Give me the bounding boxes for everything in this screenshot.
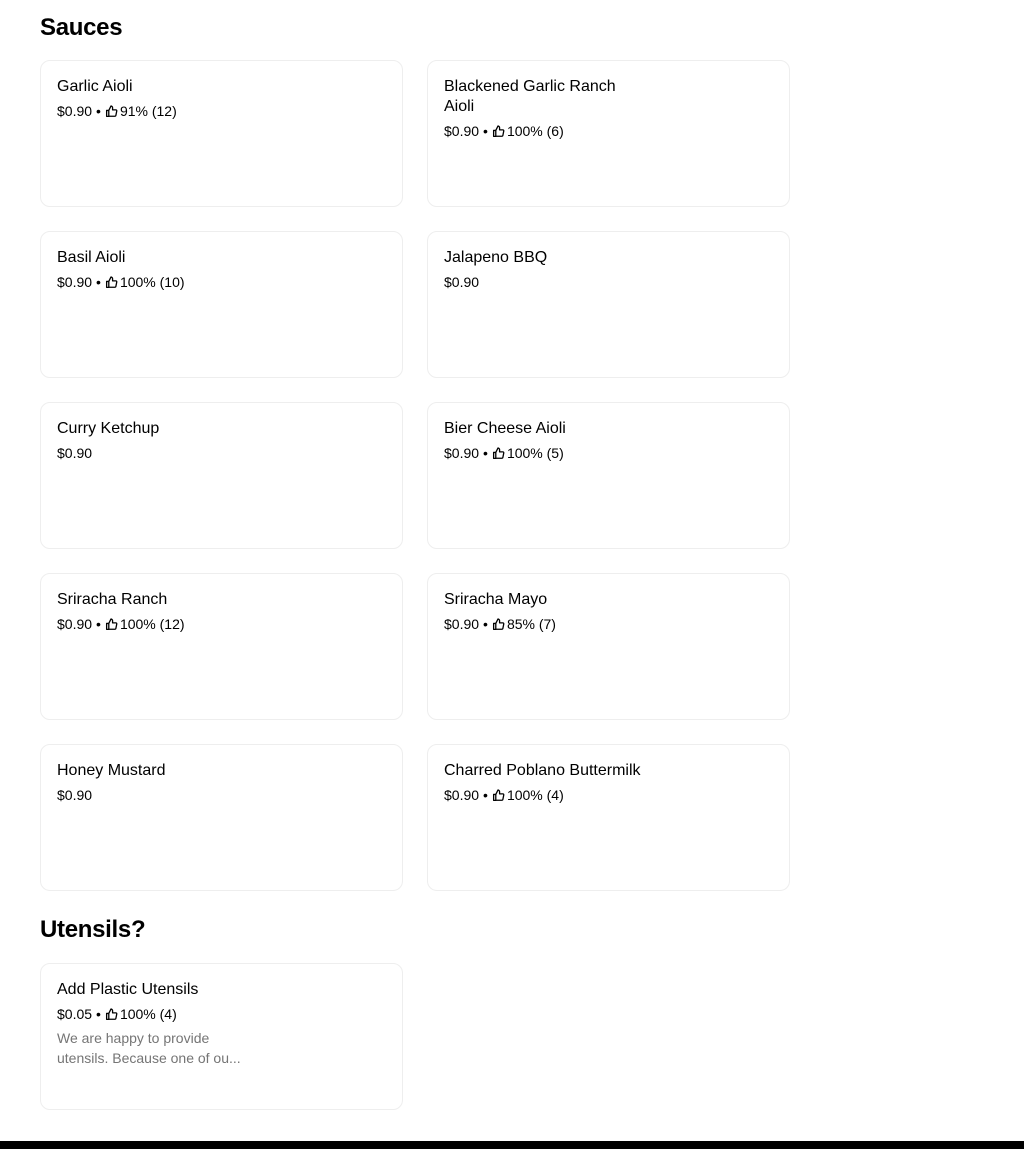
item-meta	[57, 614, 386, 634]
menu-item-card[interactable]	[40, 402, 403, 549]
item-rating: 100% (6)	[506, 123, 564, 139]
item-price: $0.90	[57, 787, 93, 803]
item-meta	[444, 785, 773, 805]
menu-item-card[interactable]	[427, 744, 790, 891]
item-meta	[57, 272, 386, 292]
item-name: Honey Mustard	[57, 762, 166, 779]
item-price: $0.90	[444, 274, 480, 290]
utensils-grid	[40, 963, 790, 1110]
item-name: Curry Ketchup	[57, 420, 160, 437]
footer-bar	[0, 1141, 1024, 1149]
thumbs-up-icon	[105, 276, 118, 289]
thumbs-up-icon	[105, 105, 118, 118]
menu-item-card[interactable]	[40, 963, 403, 1110]
item-rating: 85% (7)	[506, 616, 556, 632]
menu-item-card[interactable]	[427, 402, 790, 549]
item-price: $0.90	[444, 616, 480, 632]
item-rating: 100% (4)	[506, 787, 564, 803]
menu-item-card[interactable]	[40, 231, 403, 378]
item-rating: 100% (4)	[119, 1006, 177, 1022]
section-title-utensils: Utensils?	[40, 916, 146, 943]
thumbs-up-icon	[105, 1008, 118, 1021]
sauces-grid	[40, 60, 790, 891]
item-meta	[57, 785, 386, 805]
item-name: Garlic Aioli	[57, 78, 133, 95]
item-price: $0.05	[57, 1006, 93, 1022]
menu-item-card[interactable]	[427, 231, 790, 378]
thumbs-up-icon	[105, 618, 118, 631]
item-name: Sriracha Mayo	[444, 591, 548, 608]
item-price: $0.90	[57, 103, 93, 119]
thumbs-up-icon	[492, 618, 505, 631]
section-title-sauces: Sauces	[40, 14, 123, 41]
item-name: Add Plastic Utensils	[57, 981, 199, 998]
separator-dot: •	[96, 1006, 101, 1022]
item-meta	[444, 121, 773, 141]
item-price: $0.90	[57, 616, 93, 632]
item-name: Sriracha Ranch	[57, 591, 168, 608]
item-meta	[444, 443, 773, 463]
item-price: $0.90	[57, 445, 93, 461]
separator-dot: •	[96, 616, 101, 632]
item-meta	[57, 1004, 386, 1024]
item-rating: 100% (10)	[119, 274, 185, 290]
item-name: Jalapeno BBQ	[444, 249, 548, 266]
menu-item-card[interactable]	[40, 744, 403, 891]
item-name: Basil Aioli	[57, 249, 126, 266]
item-name: Blackened Garlic Ranch Aioli	[444, 78, 616, 115]
menu-item-card[interactable]	[427, 573, 790, 720]
item-rating: 100% (5)	[506, 445, 564, 461]
separator-dot: •	[96, 103, 101, 119]
menu-item-card[interactable]	[40, 60, 403, 207]
item-name: Bier Cheese Aioli	[444, 420, 566, 437]
item-rating: 100% (12)	[119, 616, 185, 632]
thumbs-up-icon	[492, 447, 505, 460]
separator-dot: •	[96, 274, 101, 290]
item-price: $0.90	[444, 123, 480, 139]
menu-item-card[interactable]	[427, 60, 790, 207]
item-price: $0.90	[57, 274, 93, 290]
item-price: $0.90	[444, 787, 480, 803]
item-meta	[57, 443, 386, 463]
item-meta	[444, 614, 773, 634]
item-meta	[444, 272, 773, 292]
item-price: $0.90	[444, 445, 480, 461]
item-name: Charred Poblano Buttermilk	[444, 762, 641, 779]
thumbs-up-icon	[492, 125, 505, 138]
separator-dot: •	[483, 123, 488, 139]
thumbs-up-icon	[492, 789, 505, 802]
item-description: We are happy to provide utensils. Because one of ou...	[57, 1030, 241, 1066]
separator-dot: •	[483, 787, 488, 803]
menu-item-card[interactable]	[40, 573, 403, 720]
item-rating: 91% (12)	[119, 103, 177, 119]
separator-dot: •	[483, 445, 488, 461]
item-meta	[57, 101, 386, 121]
separator-dot: •	[483, 616, 488, 632]
